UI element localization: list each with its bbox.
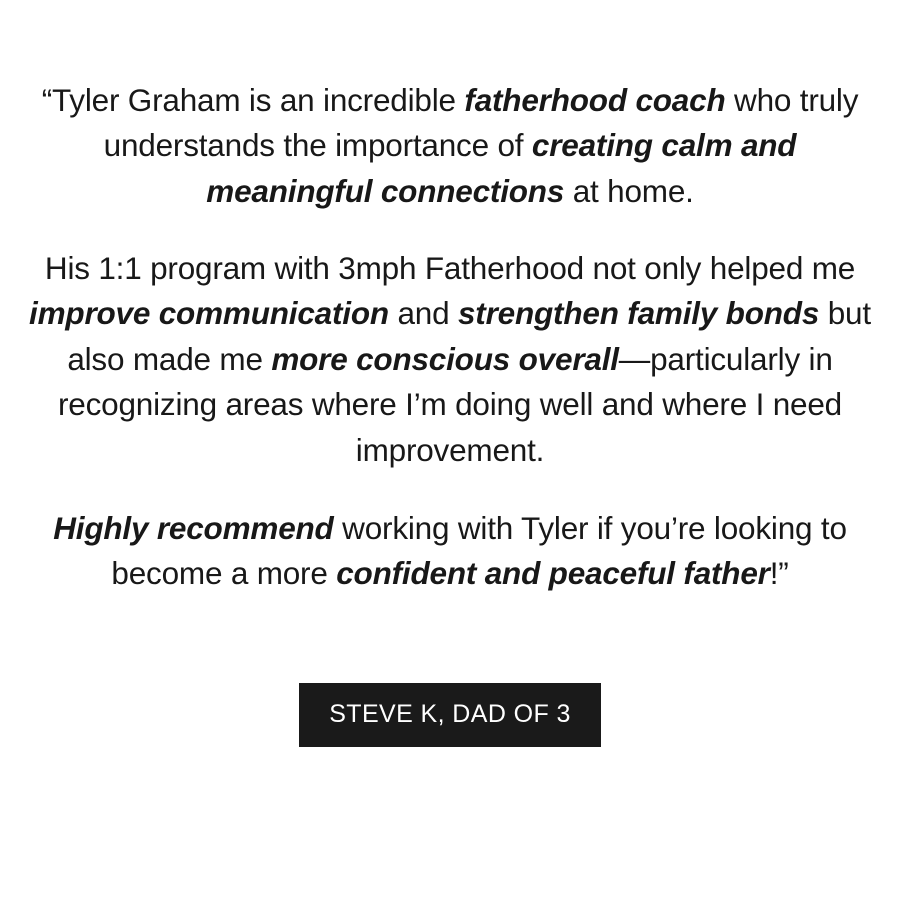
quote-paragraph-3 bbox=[25, 506, 875, 597]
text-run: !” bbox=[769, 555, 789, 592]
text-run: who truly understands the importance of bbox=[103, 82, 859, 164]
emphasis-run: Highly recommend bbox=[53, 509, 334, 546]
emphasis-run: fatherhood coach bbox=[464, 82, 726, 118]
attribution-row bbox=[30, 683, 870, 747]
emphasis-run: more conscious overall bbox=[271, 340, 619, 377]
text-run: “Tyler Graham is an incredible bbox=[41, 82, 465, 118]
quote-paragraph-1 bbox=[25, 78, 875, 214]
text-run: at home. bbox=[564, 172, 694, 209]
text-run: —particularly in recognizing areas where I’m doing well and where I need improvement. bbox=[58, 340, 842, 468]
emphasis-run: confident and peaceful father bbox=[336, 555, 770, 592]
text-run: working with Tyler if you’re looking to become a more bbox=[111, 509, 847, 592]
text-run: His 1:1 program with 3mph Fatherhood not only helped me bbox=[44, 250, 856, 287]
emphasis-run: improve communication bbox=[29, 295, 389, 332]
emphasis-run: creating calm and meaningful connections bbox=[206, 127, 797, 209]
text-run: but also made me bbox=[67, 295, 871, 377]
quote-paragraph-2 bbox=[25, 246, 875, 473]
attribution-badge: STEVE K, DAD OF 3 bbox=[299, 683, 601, 747]
text-run: and bbox=[388, 295, 458, 332]
testimonial-quote bbox=[25, 78, 875, 597]
emphasis-run: strengthen family bonds bbox=[457, 295, 820, 332]
